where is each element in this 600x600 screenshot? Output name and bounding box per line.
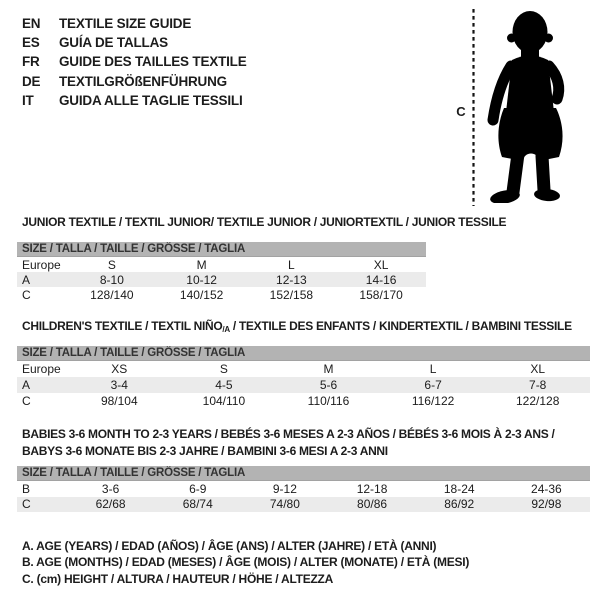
height-measure-dashed-line [472,8,475,207]
size-cell: 74/80 [241,497,328,513]
row-label: A [17,377,67,393]
junior-size-table [17,242,426,302]
size-cell: 122/128 [515,394,560,408]
size-cell: 86/92 [416,497,503,513]
language-row [22,14,247,33]
table-row [17,393,590,409]
table-row [17,361,590,378]
language-title: GUIDA ALLE TAGLIE TESSILI [59,92,243,108]
row-label: C [22,394,31,408]
size-table-header: SIZE / TALLA / TAILLE / GRÖSSE / TAGLIA [17,346,590,361]
size-cell: 158/170 [359,287,403,302]
measure-legend [22,538,469,587]
size-cell: 9-12 [272,481,297,496]
junior-section-title: JUNIOR TEXTILE / TEXTIL JUNIOR/ TEXTILE JUNIOR / JUNIORTEXTIL / JUNIOR TESSILE [22,215,507,229]
babies-section-title [22,426,554,459]
size-cell: 68/74 [154,497,241,513]
size-cell: 62/68 [67,497,154,513]
size-cell: 80/86 [328,497,415,513]
table-row [17,497,590,513]
table-row [17,257,426,273]
size-cell: 140/152 [179,287,224,302]
language-row [22,33,247,52]
size-cell: 5-6 [276,377,381,393]
legend-line-b: B. AGE (MONTHS) / EDAD (MESES) / ÂGE (MOIS) / ALTER (MONATE) / ETÀ (MESI) [22,555,470,570]
size-cell: XS [111,362,128,376]
size-cell: 12-13 [247,272,337,287]
size-cell: 152/158 [269,287,314,302]
size-cell: S [107,257,116,272]
legend-line-c: C. (cm) HEIGHT / ALTURA / HAUTEUR / HÖHE / ALTEZZA [22,571,334,586]
row-label: C [17,497,67,513]
legend-line-a: A. AGE (YEARS) / EDAD (AÑOS) / ÂGE (ANS) / ALTER (JAHRE) / ETÀ (ANNI) [22,539,437,553]
language-code: ES [22,35,40,51]
language-code: EN [22,16,41,31]
table-row [17,377,590,393]
babies-size-table [17,466,590,512]
language-code: DE [22,73,41,89]
size-cell: L [429,362,437,376]
children-size-table [17,346,590,409]
row-label: C [22,287,31,302]
size-cell: 10-12 [157,272,247,287]
language-title: GUIDE DES TAILLES TEXTILE [59,54,247,70]
size-cell: 3-6 [101,481,120,496]
size-cell: L [288,257,295,272]
size-cell: 7-8 [485,377,590,393]
table-row [17,287,426,302]
language-title: TEXTILE SIZE GUIDE [59,16,192,31]
size-cell: 116/122 [411,394,455,408]
size-cell: 3-4 [67,377,172,393]
size-table-header: SIZE / TALLA / TAILLE / GRÖSSE / TAGLIA [17,466,590,481]
size-cell: M [323,362,334,376]
height-measure-label: C [456,104,466,119]
babies-title-line2: BABYS 3-6 MONATE BIS 2-3 JAHRE / BAMBINI 3-6 MESI A 2-3 ANNI [22,443,388,458]
size-cell: 18-24 [443,481,475,496]
size-cell: 92/98 [503,497,590,513]
table-row [17,481,590,497]
language-row [22,72,247,91]
language-title: GUÍA DE TALLAS [59,35,168,51]
size-cell: 98/104 [100,394,138,408]
language-row [22,91,247,110]
row-label: Europe [22,362,61,376]
size-cell: XL [373,257,389,272]
size-cell: M [196,257,207,272]
language-title-list [22,14,247,110]
language-code: FR [22,54,40,70]
size-table-header: SIZE / TALLA / TAILLE / GRÖSSE / TAGLIA [17,242,426,257]
table-row [17,272,426,287]
children-title-post: / TEXTILE DES ENFANTS / KINDERTEXTIL / BAMBINI TESSILE [229,319,572,333]
babies-title-line1: BABIES 3-6 MONTH TO 2-3 YEARS / BEBÉS 3-6 MESES A 2-3 AÑOS / BÉBÉS 3-6 MOIS À 2-3 ANS / [22,427,555,441]
size-cell: 14-16 [336,272,426,287]
size-cell: S [219,362,228,376]
row-label: A [17,272,67,287]
children-title-pre: CHILDREN'S TEXTILE / TEXTIL NIÑO [22,319,223,333]
children-title-subscript: /A [222,325,230,334]
size-cell: 6-7 [381,377,486,393]
size-cell: 6-9 [189,481,207,496]
size-cell: XL [530,362,546,376]
size-cell: 12-18 [356,481,388,496]
size-cell: 104/110 [202,394,246,408]
height-figure [450,2,600,212]
children-section-title [22,319,572,334]
size-cell: 4-5 [172,377,277,393]
language-title: TEXTILGRÖßENFÜHRUNG [59,73,227,89]
language-row [22,52,247,71]
language-code: IT [22,92,34,108]
toddler-silhouette-icon [482,8,572,203]
row-label: B [22,481,31,496]
size-cell: 8-10 [67,272,157,287]
size-cell: 110/116 [307,394,350,408]
size-cell: 24-36 [531,481,562,496]
row-label: Europe [22,257,61,272]
size-cell: 128/140 [90,287,134,302]
